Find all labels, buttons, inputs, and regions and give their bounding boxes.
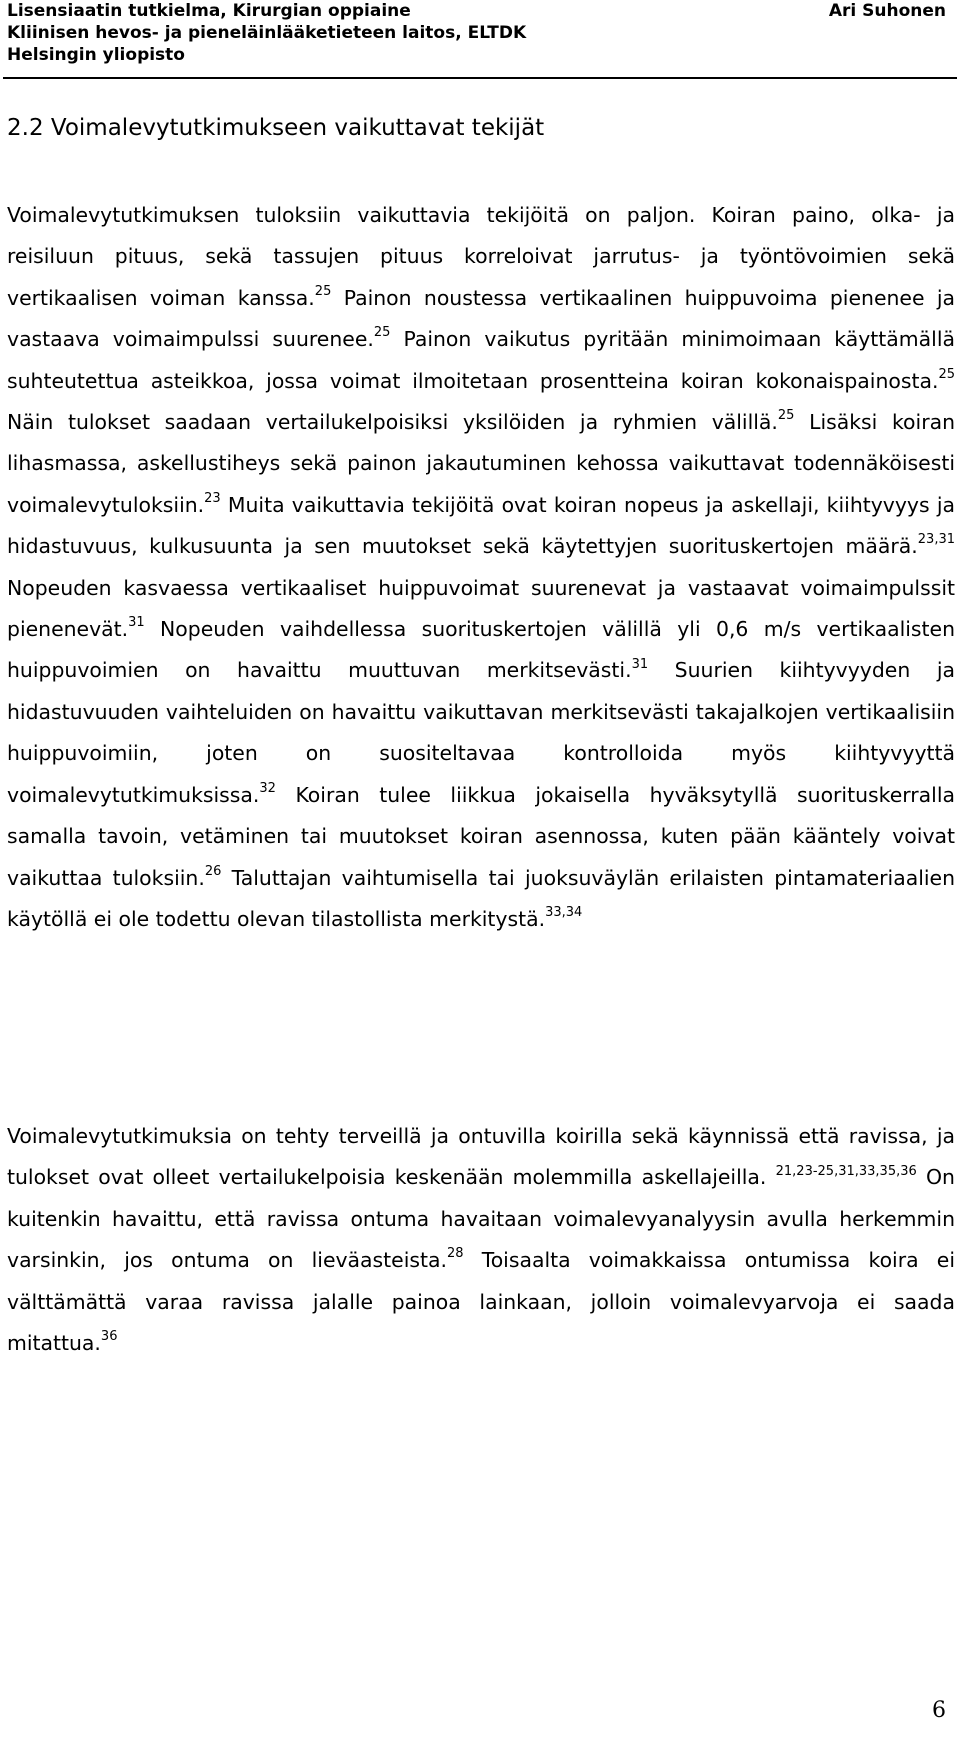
sentence: Nopeuden kasvaessa vertikaaliset huippuvoimat suurenevat ja vastaavat voimaimpulssit pienenevät. xyxy=(7,575,955,642)
header-rule xyxy=(3,77,957,79)
sentence: On kuitenkin havaittu, että ravissa ontuma havaitaan voimalevyanalyysin avulla herkemmin varsinkin, jos ontuma on lieväasteista. xyxy=(7,1165,955,1273)
header-author: Ari Suhonen xyxy=(828,1,946,21)
reference: 31 xyxy=(631,656,649,672)
reference: 25 xyxy=(777,408,795,424)
sentence: Näin tulokset saadaan vertailukelpoisiksi yksilöiden ja ryhmien välillä. xyxy=(7,410,778,435)
reference: 23 xyxy=(204,491,221,507)
reference: 26 xyxy=(204,863,222,879)
reference: 31 xyxy=(128,615,145,631)
reference: 21,23-25,31,33,35,36 xyxy=(775,1163,917,1179)
header-line-university: Helsingin yliopisto xyxy=(7,45,185,65)
sentence: Muita vaikuttavia tekijöitä ovat koiran nopeus ja askellaji, kiihtyvyys ja hidastuvuus, kulkusuunta ja sen muutokset sekä käytettyjen suorituskertojen määrä. xyxy=(7,492,955,559)
sentence: Voimalevytutkimuksen tuloksiin vaikuttavia tekijöitä on paljon. Koiran paino, olka- ja reisiluun pituus, sekä tassujen pituus korreloivat jarrutus- ja työntövoimien sekä vertikaalisen voiman kanssa. xyxy=(7,203,955,310)
running-header xyxy=(7,0,526,66)
sentence: Taluttajan vaihtumisella tai juoksuväylän erilaisten pintamateriaalien käytöllä ei ole todettu olevan tilastollista merkitystä. xyxy=(7,865,955,931)
page-number: 6 xyxy=(932,1698,946,1723)
reference: 23,31 xyxy=(917,532,955,548)
reference: 36 xyxy=(100,1329,118,1345)
body-paragraph-1 xyxy=(7,195,955,940)
sentence: Painon noustessa vertikaalinen huippuvoima pienenee ja vastaava voimaimpulssi suurenee. xyxy=(7,285,956,352)
reference: 33,34 xyxy=(545,905,583,921)
reference: 28 xyxy=(446,1246,464,1262)
header-line-thesis: Lisensiaatin tutkielma, Kirurgian oppiaine xyxy=(7,1,411,21)
reference: 25 xyxy=(314,284,332,300)
sentence: Toisaalta voimakkaissa ontumissa koira ei välttämättä varaa ravissa jalalle painoa lainkaan, jolloin voimalevyarvoja ei saada mitattua. xyxy=(7,1248,955,1356)
reference: 32 xyxy=(259,780,276,796)
sentence: Voimalevytutkimuksia on tehty terveillä ja ontuvilla koirilla sekä käynnissä että ravissa, ja tulokset ovat olleet vertailukelpoisia keskenään molemmilla askellajeilla. xyxy=(7,1124,955,1190)
sentence: Lisäksi koiran lihasmassa, askellustiheys sekä painon jakautuminen kehossa vaikuttavat todennäköisesti voimalevytuloksiin. xyxy=(7,410,955,517)
sentence: Koiran tulee liikkua jokaisella hyväksytyllä suorituskerralla samalla tavoin, vetäminen tai muutokset koiran asennossa, kuten pään kääntely voivat vaikuttaa tuloksiin. xyxy=(7,782,955,890)
section-heading: 2.2 Voimalevytutkimukseen vaikuttavat tekijät xyxy=(7,115,545,141)
sentence: Nopeuden vaihdellessa suorituskertojen välillä yli 0,6 m/s vertikaalisten huippuvoimien on havaittu muuttuvan merkitsevästi. xyxy=(7,617,955,683)
header-line-department: Kliinisen hevos- ja pieneläinlääketieteen laitos, ELTDK xyxy=(7,23,527,43)
sentence: Painon vaikutus pyritään minimoimaan käyttämällä suhteutettua asteikkoa, jossa voimat ilmoitetaan prosentteina koiran kokonaispainosta. xyxy=(7,327,955,393)
reference: 25 xyxy=(938,366,955,382)
sentence: Suurien kiihtyvyyden ja hidastuvuuden vaihteluiden on havaittu vaikuttavan merkitsevästi takajalkojen vertikaalisiin huippuvoimiin, joten on suositeltavaa kontrolloida myös kiihtyvyyttä voimalevytutkimuksissa. xyxy=(7,658,955,807)
reference: 25 xyxy=(373,325,391,341)
body-paragraph-2 xyxy=(7,1116,955,1364)
